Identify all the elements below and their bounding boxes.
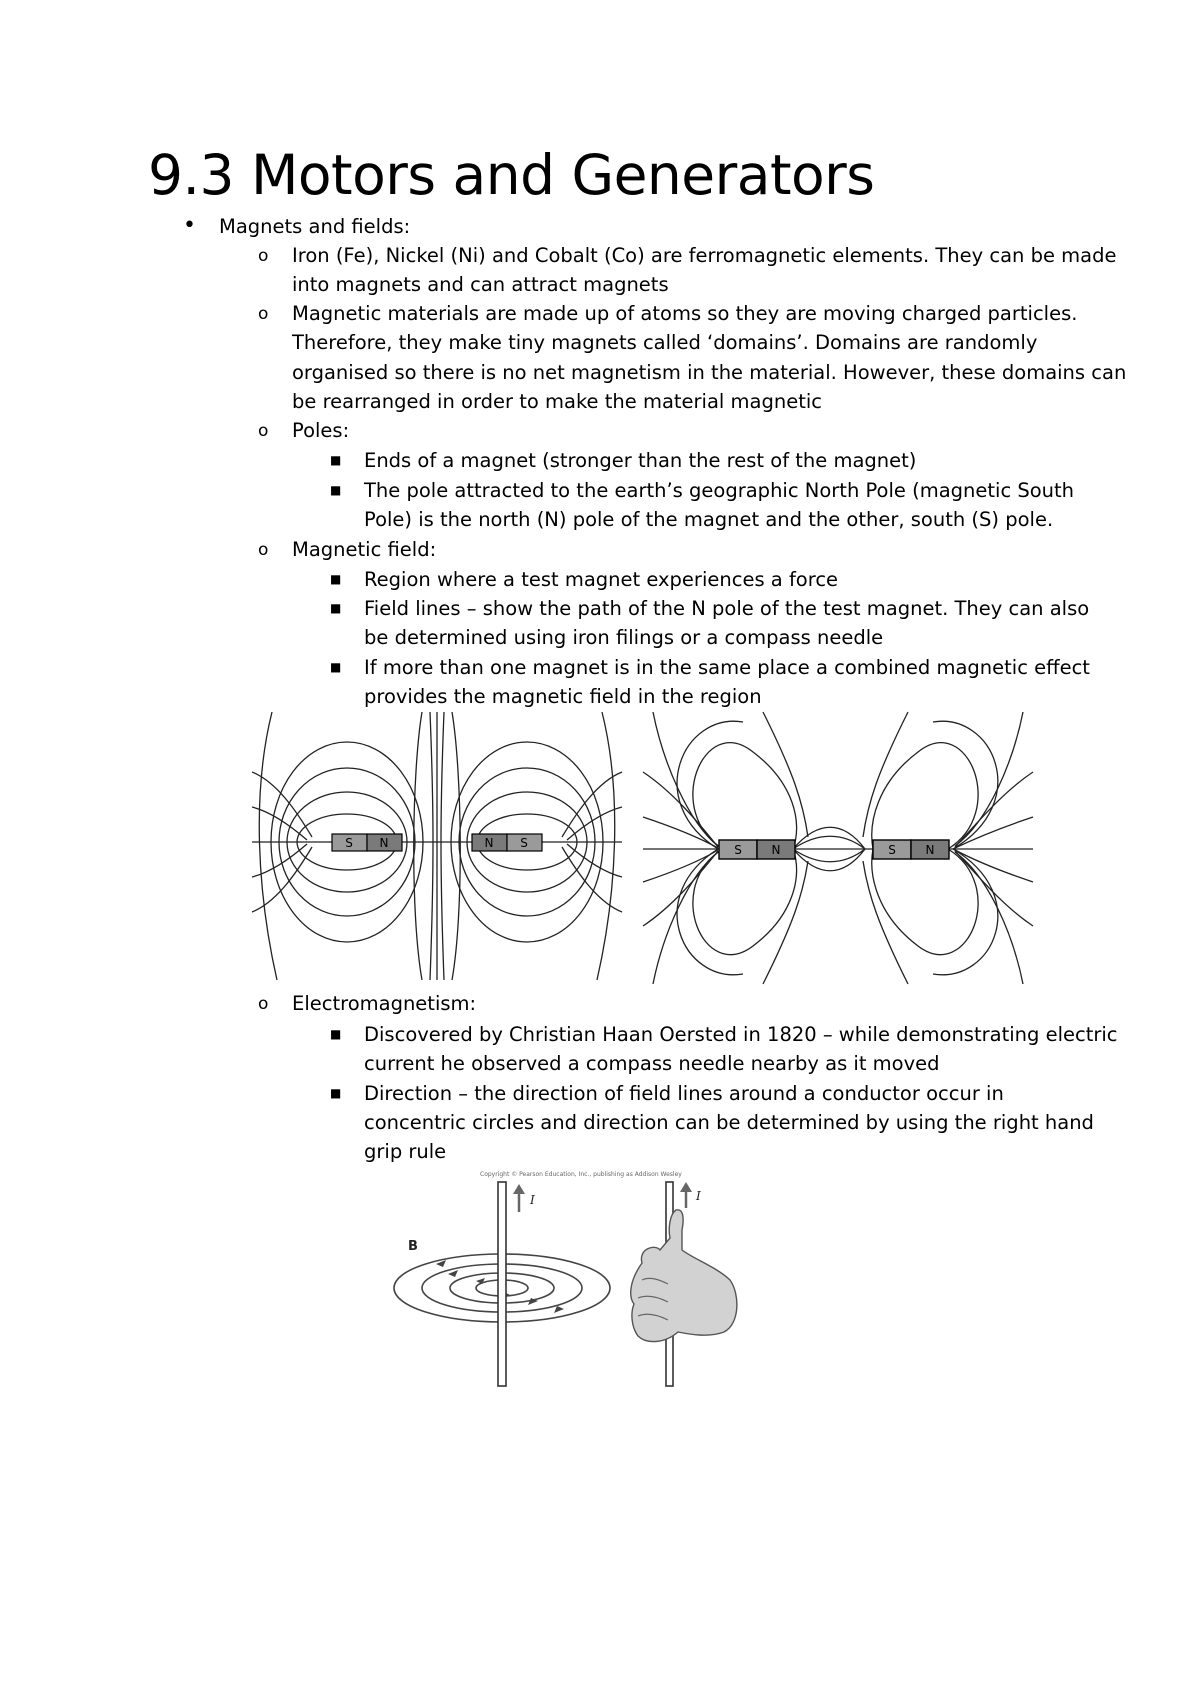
magnet-right bbox=[873, 840, 949, 859]
magnets-heading: Magnets and fields: bbox=[219, 215, 411, 238]
poles-heading: Poles: bbox=[292, 419, 350, 442]
svg-text:I: I bbox=[696, 1189, 701, 1203]
em-direction-1: Direction – the direction of field lines around a conductor occur in bbox=[364, 1082, 1004, 1105]
pole-label: N bbox=[379, 836, 389, 850]
bullet-circle: o bbox=[258, 304, 269, 324]
pole-label: S bbox=[888, 843, 896, 857]
em-direction-3: grip rule bbox=[364, 1140, 447, 1163]
field-lines-1: Field lines – show the path of the N pole of the test magnet. They can also bbox=[364, 597, 1090, 620]
poles-north-1: The pole attracted to the earth’s geographic North Pole (magnetic South bbox=[364, 479, 1075, 502]
materials-line-2: Therefore, they make tiny magnets called ‘domains’. Domains are randomly bbox=[292, 331, 1038, 354]
materials-line-3: organised so there is no net magnetism in the material. However, these domains can bbox=[292, 361, 1127, 384]
bullet-square: ■ bbox=[330, 660, 342, 674]
figure-caption: Copyright © Pearson Education, Inc., publishing as Addison Wesley bbox=[480, 1171, 682, 1178]
bullet-square: ■ bbox=[330, 601, 342, 615]
attracting-field-diagram bbox=[643, 712, 1033, 984]
label-b: B bbox=[408, 1239, 418, 1254]
poles-ends: Ends of a magnet (stronger than the rest of the magnet) bbox=[364, 449, 917, 472]
ferro-line-2: into magnets and can attract magnets bbox=[292, 273, 669, 296]
bullet-circle: o bbox=[258, 246, 269, 266]
pole-label: S bbox=[345, 836, 353, 850]
magnet-left bbox=[332, 834, 402, 851]
bullet-square: ■ bbox=[330, 1027, 342, 1041]
pole-label: S bbox=[520, 836, 528, 850]
right-hand-grip-figure bbox=[388, 1168, 768, 1390]
bullet-square: ■ bbox=[330, 453, 342, 467]
bullet-circle: o bbox=[258, 540, 269, 560]
svg-text:I: I bbox=[530, 1193, 535, 1207]
pole-label: N bbox=[484, 836, 494, 850]
repelling-field-diagram bbox=[252, 712, 622, 980]
magnet-left bbox=[719, 840, 795, 859]
field-combined-2: provides the magnetic field in the region bbox=[364, 685, 762, 708]
ferro-line-1: Iron (Fe), Nickel (Ni) and Cobalt (Co) are ferromagnetic elements. They can be made bbox=[292, 244, 1117, 267]
magnet-right bbox=[472, 834, 542, 851]
pole-label: S bbox=[734, 843, 742, 857]
em-direction-2: concentric circles and direction can be determined by using the right hand bbox=[364, 1111, 1094, 1134]
current-arrow bbox=[513, 1184, 535, 1212]
pole-label: N bbox=[925, 843, 935, 857]
bullet-square: ■ bbox=[330, 1086, 342, 1100]
bullet-dot: • bbox=[183, 213, 196, 238]
poles-north-2: Pole) is the north (N) pole of the magnet and the other, south (S) pole. bbox=[364, 508, 1054, 531]
bullet-circle: o bbox=[258, 421, 269, 441]
em-discovered-1: Discovered by Christian Haan Oersted in 1820 – while demonstrating electric bbox=[364, 1023, 1118, 1046]
bullet-circle: o bbox=[258, 994, 269, 1014]
conductor-wire bbox=[498, 1182, 506, 1386]
hand-icon bbox=[631, 1182, 737, 1386]
pole-label: N bbox=[771, 843, 781, 857]
field-heading: Magnetic field: bbox=[292, 538, 437, 561]
em-discovered-2: current he observed a compass needle nearby as it moved bbox=[364, 1052, 940, 1075]
field-combined-1: If more than one magnet is in the same place a combined magnetic effect bbox=[364, 656, 1090, 679]
page-title: 9.3 Motors and Generators bbox=[148, 143, 875, 207]
current-arrow bbox=[680, 1182, 701, 1208]
field-lines-2: be determined using iron filings or a compass needle bbox=[364, 626, 884, 649]
bullet-square: ■ bbox=[330, 483, 342, 497]
em-heading: Electromagnetism: bbox=[292, 992, 477, 1015]
materials-line-1: Magnetic materials are made up of atoms so they are moving charged particles. bbox=[292, 302, 1078, 325]
bullet-square: ■ bbox=[330, 572, 342, 586]
materials-line-4: be rearranged in order to make the material magnetic bbox=[292, 390, 822, 413]
field-region: Region where a test magnet experiences a force bbox=[364, 568, 839, 591]
